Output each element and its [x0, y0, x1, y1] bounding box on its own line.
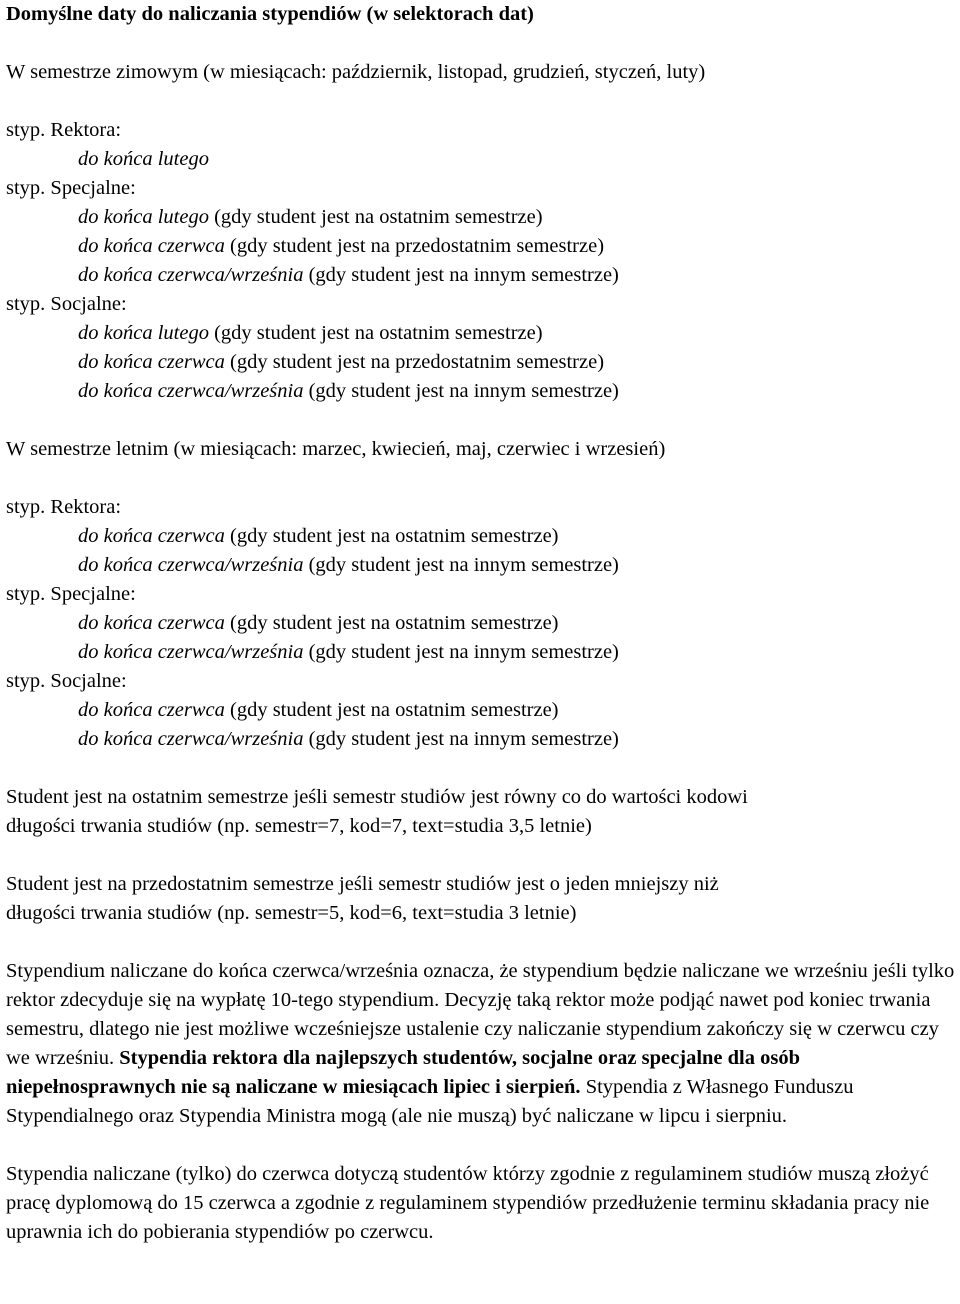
winter-heading: W semestrze zimowym (w miesiącach: październik, listopad, grudzień, styczeń, luty)	[6, 61, 706, 83]
note-penultimate-semester-line: długości trwania studiów (np. semestr=5, kod=6, text=studia 3 letnie)	[6, 902, 577, 924]
summer-socjalne-rule: do końca czerwca/września (gdy student jest na innym semestrze)	[78, 728, 619, 750]
winter-specjalne-rule: do końca lutego (gdy student jest na ostatnim semestrze)	[78, 206, 543, 228]
summer-rektora-rule: do końca czerwca (gdy student jest na ostatnim semestrze)	[78, 525, 559, 547]
summer-specjalne-rule: do końca czerwca/września (gdy student jest na innym semestrze)	[78, 641, 619, 663]
winter-specjalne-rule: do końca czerwca/września (gdy student jest na innym semestrze)	[78, 264, 619, 286]
note-june-only-paragraph: Stypendia naliczane (tylko) do czerwca dotyczą studentów którzy zgodnie z regulaminem studiów muszą złożyć pracę dyplomową do 15 czerwca a zgodnie z regulaminem stypendiów przedłużenie terminu składania pracy nie uprawnia ich do pobierania stypendiów po czerwcu.	[6, 1163, 930, 1243]
summer-socjalne-rule: do końca czerwca (gdy student jest na ostatnim semestrze)	[78, 699, 559, 721]
note-last-semester-line: Student jest na ostatnim semestrze jeśli semestr studiów jest równy co do wartości kodowi	[6, 786, 748, 808]
winter-socjalne-rule: do końca czerwca/września (gdy student jest na innym semestrze)	[78, 380, 619, 402]
winter-socjalne-rule: do końca lutego (gdy student jest na ostatnim semestrze)	[78, 322, 543, 344]
summer-heading: W semestrze letnim (w miesiącach: marzec, kwiecień, maj, czerwiec i wrzesień)	[6, 438, 666, 460]
summer-rektora-label: styp. Rektora:	[6, 496, 122, 518]
note-september-paragraph: Stypendium naliczane do końca czerwca/września oznacza, że stypendium będzie naliczane we wrześniu jeśli tylko rektor zdecyduje się na wypłatę 10-tego stypendium. Decyzję taką rektor może podjąć nawet pod koniec trwania semestru, dlatego nie jest możliwe wcześniejsze ustalenie czy naliczanie stypendium zakończy się w czerwcu czy we wrześniu. Stypendia rektora dla najlepszych studentów, socjalne oraz specjalne dla osób niepełnosprawnych nie są naliczane w miesiącach lipiec i sierpień. Stypendia z Własnego Funduszu Stypendialnego oraz Stypendia Ministra mogą (ale nie muszą) być naliczane w lipcu i sierpniu.	[6, 960, 955, 1127]
winter-specjalne-rule: do końca czerwca (gdy student jest na przedostatnim semestrze)	[78, 235, 605, 257]
winter-socjalne-rule: do końca czerwca (gdy student jest na przedostatnim semestrze)	[78, 351, 605, 373]
summer-rektora-rule: do końca czerwca/września (gdy student jest na innym semestrze)	[78, 554, 619, 576]
summer-socjalne-label: styp. Socjalne:	[6, 670, 127, 692]
summer-specjalne-label: styp. Specjalne:	[6, 583, 136, 605]
winter-socjalne-label: styp. Socjalne:	[6, 293, 127, 315]
note-last-semester-line: długości trwania studiów (np. semestr=7, kod=7, text=studia 3,5 letnie)	[6, 815, 592, 837]
winter-specjalne-label: styp. Specjalne:	[6, 177, 136, 199]
winter-rektora-label: styp. Rektora:	[6, 119, 122, 141]
note-bold-statement: Stypendia rektora dla najlepszych studentów, socjalne oraz specjalne dla osób niepełnosprawnych nie są naliczane w miesiącach lipiec i sierpień.	[6, 1047, 800, 1098]
document	[6, 0, 958, 1247]
winter-rektora-rule: do końca lutego	[78, 148, 209, 170]
document-title: Domyślne daty do naliczania stypendiów (w selektorach dat)	[6, 3, 534, 25]
note-penultimate-semester-line: Student jest na przedostatnim semestrze jeśli semestr studiów jest o jeden mniejszy niż	[6, 873, 719, 895]
summer-specjalne-rule: do końca czerwca (gdy student jest na ostatnim semestrze)	[78, 612, 559, 634]
